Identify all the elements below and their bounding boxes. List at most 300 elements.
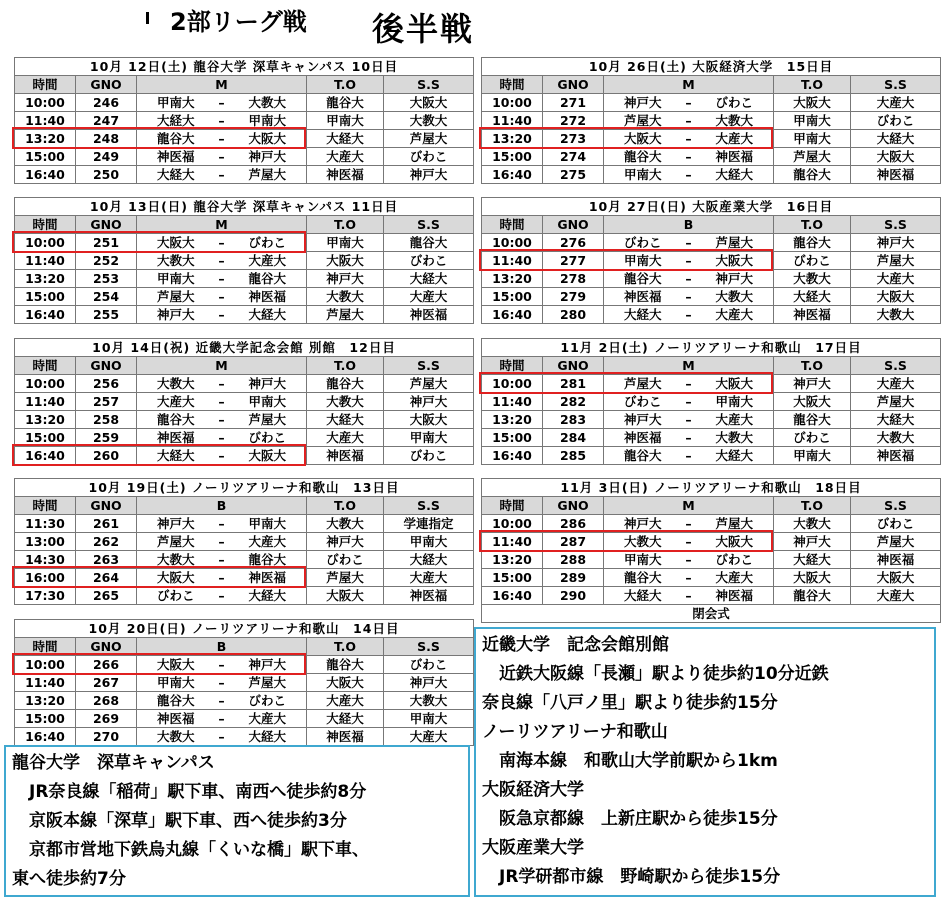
court-header: M [604, 497, 774, 515]
table-official-team: 大経大 [774, 288, 851, 306]
shot-clock-team: 大経大 [384, 551, 474, 569]
table-official-team: びわこ [307, 551, 384, 569]
table-official-team: 大教大 [774, 270, 851, 288]
game-time: 16:00 [15, 569, 76, 587]
ss-header: S.S [851, 357, 941, 375]
versus-dash: – [215, 393, 229, 411]
table-official-team: 神戸大 [307, 533, 384, 551]
away-team: 大産大 [229, 710, 307, 728]
game-time: 10:00 [482, 515, 543, 533]
game-row [15, 112, 474, 130]
game-time: 11:40 [482, 112, 543, 130]
versus-dash: – [215, 569, 229, 587]
game-row [482, 569, 941, 587]
versus-dash: – [215, 166, 229, 184]
table-official-team: 龍谷大 [307, 375, 384, 393]
game-number: 267 [76, 674, 137, 692]
table-official-team: 大阪大 [307, 252, 384, 270]
away-team: 大産大 [696, 569, 774, 587]
away-team: びわこ [696, 94, 774, 112]
shot-clock-team: 大経大 [384, 270, 474, 288]
away-team: 神戸大 [229, 656, 307, 674]
shot-clock-team: びわこ [384, 148, 474, 166]
table-official-team: 神医福 [307, 447, 384, 465]
shot-clock-team: 芦屋大 [851, 252, 941, 270]
game-time: 13:20 [482, 411, 543, 429]
away-team: 大産大 [696, 306, 774, 324]
game-row [482, 447, 941, 465]
home-team: 甲南大 [604, 166, 682, 184]
shot-clock-team: 神医福 [851, 551, 941, 569]
gno-header: GNO [543, 216, 604, 234]
table-official-team: 神戸大 [774, 533, 851, 551]
home-team: 大教大 [137, 551, 215, 569]
table-official-team: 龍谷大 [307, 94, 384, 112]
table-official-team: 芦屋大 [774, 148, 851, 166]
game-row [482, 166, 941, 184]
access-line: JR学研都市線 野崎駅から徒歩15分 [482, 867, 781, 887]
game-row [482, 94, 941, 112]
table-official-team: 大教大 [307, 288, 384, 306]
away-team: 芦屋大 [696, 234, 774, 252]
away-team: 神医福 [229, 288, 307, 306]
versus-dash: – [215, 130, 229, 148]
court-header: B [604, 216, 774, 234]
game-number: 273 [543, 130, 604, 148]
table-official-team: 大阪大 [774, 569, 851, 587]
home-team: 甲南大 [137, 674, 215, 692]
game-number: 261 [76, 515, 137, 533]
table-official-team: 大教大 [307, 393, 384, 411]
game-number: 255 [76, 306, 137, 324]
access-line: JR奈良線「稲荷」駅下車、南西へ徒歩約8分 [12, 782, 367, 802]
game-number: 248 [76, 130, 137, 148]
away-team: 大阪大 [696, 252, 774, 270]
table-official-team: 大教大 [774, 515, 851, 533]
day-heading: 11月 2日(土) ノーリツアリーナ和歌山 17日目 [482, 339, 941, 357]
table-official-team: 大阪大 [307, 587, 384, 605]
shot-clock-team: 大産大 [384, 288, 474, 306]
versus-dash: – [215, 533, 229, 551]
game-number: 275 [543, 166, 604, 184]
home-team: 大阪大 [604, 130, 682, 148]
game-number: 254 [76, 288, 137, 306]
game-number: 260 [76, 447, 137, 465]
home-team: 大産大 [137, 393, 215, 411]
to-header: T.O [307, 638, 384, 656]
game-time: 10:00 [15, 234, 76, 252]
table-official-team: 甲南大 [307, 112, 384, 130]
game-time: 10:00 [15, 375, 76, 393]
game-row [482, 112, 941, 130]
game-number: 274 [543, 148, 604, 166]
versus-dash: – [215, 656, 229, 674]
shot-clock-team: 芦屋大 [851, 533, 941, 551]
court-header: M [137, 357, 307, 375]
shot-clock-team: 大阪大 [384, 411, 474, 429]
away-team: 神戸大 [229, 375, 307, 393]
shot-clock-team: 大経大 [851, 411, 941, 429]
versus-dash: – [215, 692, 229, 710]
game-time: 16:40 [15, 447, 76, 465]
game-row [15, 166, 474, 184]
away-team: 大経大 [696, 166, 774, 184]
game-number: 281 [543, 375, 604, 393]
versus-dash: – [682, 411, 696, 429]
home-team: びわこ [604, 234, 682, 252]
shot-clock-team: 大教大 [851, 429, 941, 447]
shot-clock-team: 甲南大 [384, 429, 474, 447]
versus-dash: – [215, 710, 229, 728]
game-number: 269 [76, 710, 137, 728]
shot-clock-team: 大産大 [851, 587, 941, 605]
versus-dash: – [215, 306, 229, 324]
access-line: 近鉄大阪線「長瀬」駅より徒歩約10分近鉄 [482, 664, 829, 684]
versus-dash: – [682, 447, 696, 465]
away-team: 大経大 [229, 728, 307, 746]
game-row [15, 447, 474, 465]
shot-clock-team: 神医福 [384, 587, 474, 605]
away-team: 甲南大 [229, 393, 307, 411]
game-row [15, 375, 474, 393]
away-team: 大産大 [229, 533, 307, 551]
shot-clock-team: 大教大 [384, 692, 474, 710]
game-time: 11:40 [15, 674, 76, 692]
versus-dash: – [682, 587, 696, 605]
day-heading: 10月 19日(土) ノーリツアリーナ和歌山 13日目 [15, 479, 474, 497]
game-row [15, 533, 474, 551]
game-time: 16:40 [482, 447, 543, 465]
to-header: T.O [307, 357, 384, 375]
table-official-team: 龍谷大 [774, 587, 851, 605]
versus-dash: – [682, 306, 696, 324]
game-number: 249 [76, 148, 137, 166]
day-heading: 10月 20日(日) ノーリツアリーナ和歌山 14日目 [15, 620, 474, 638]
home-team: 大教大 [137, 375, 215, 393]
game-time: 13:20 [15, 411, 76, 429]
game-row [482, 551, 941, 569]
game-time: 15:00 [482, 288, 543, 306]
game-number: 290 [543, 587, 604, 605]
game-number: 253 [76, 270, 137, 288]
shot-clock-team: びわこ [384, 656, 474, 674]
game-number: 268 [76, 692, 137, 710]
access-line: 京阪本線「深草」駅下車、西へ徒歩約3分 [12, 811, 347, 831]
table-official-team: 龍谷大 [774, 166, 851, 184]
access-line: 京都市営地下鉄烏丸線「くいな橋」駅下車、 [12, 840, 369, 860]
game-row [15, 587, 474, 605]
game-time: 11:40 [15, 112, 76, 130]
home-team: 神医福 [604, 288, 682, 306]
shot-clock-team: 大産大 [384, 728, 474, 746]
game-number: 257 [76, 393, 137, 411]
home-team: 大阪大 [137, 569, 215, 587]
game-number: 247 [76, 112, 137, 130]
shot-clock-team: 甲南大 [384, 710, 474, 728]
home-team: 神医福 [137, 710, 215, 728]
table-official-team: 甲南大 [774, 130, 851, 148]
day-schedule-table [481, 57, 941, 184]
game-time: 11:40 [482, 533, 543, 551]
versus-dash: – [215, 375, 229, 393]
title-mark [146, 12, 149, 24]
gno-header: GNO [76, 357, 137, 375]
game-row [15, 411, 474, 429]
shot-clock-team: 芦屋大 [384, 130, 474, 148]
game-time: 13:00 [15, 533, 76, 551]
versus-dash: – [215, 447, 229, 465]
game-row [482, 270, 941, 288]
away-team: 大教大 [696, 112, 774, 130]
table-official-team: 神医福 [774, 306, 851, 324]
shot-clock-team: 神医福 [851, 447, 941, 465]
game-number: 278 [543, 270, 604, 288]
table-official-team: 甲南大 [307, 234, 384, 252]
game-row [482, 130, 941, 148]
day-schedule-table [14, 197, 474, 324]
day-schedule-table [481, 197, 941, 324]
shot-clock-team: 大阪大 [851, 148, 941, 166]
ss-header: S.S [384, 216, 474, 234]
versus-dash: – [215, 674, 229, 692]
time-header: 時間 [482, 216, 543, 234]
home-team: 大教大 [604, 533, 682, 551]
game-number: 283 [543, 411, 604, 429]
access-line: 南海本線 和歌山大学前駅から1km [482, 751, 778, 771]
game-time: 15:00 [482, 148, 543, 166]
game-number: 266 [76, 656, 137, 674]
versus-dash: – [682, 166, 696, 184]
game-row [482, 393, 941, 411]
away-team: 芦屋大 [229, 411, 307, 429]
game-number: 270 [76, 728, 137, 746]
game-row [482, 288, 941, 306]
day-schedule-table [14, 619, 474, 746]
day-schedule-table [14, 57, 474, 184]
versus-dash: – [215, 429, 229, 447]
away-team: 大経大 [696, 447, 774, 465]
day-heading: 10月 26日(土) 大阪経済大学 15日目 [482, 58, 941, 76]
game-time: 15:00 [15, 710, 76, 728]
game-time: 15:00 [482, 429, 543, 447]
court-header: B [137, 497, 307, 515]
versus-dash: – [682, 252, 696, 270]
time-header: 時間 [15, 357, 76, 375]
game-row [482, 306, 941, 324]
home-team: 大経大 [604, 587, 682, 605]
shot-clock-team: 大阪大 [384, 94, 474, 112]
versus-dash: – [682, 270, 696, 288]
game-row [15, 288, 474, 306]
game-row [15, 234, 474, 252]
league-title: 2部リーグ戦 [170, 8, 307, 36]
court-header: M [604, 76, 774, 94]
game-number: 272 [543, 112, 604, 130]
table-official-team: 龍谷大 [774, 411, 851, 429]
gno-header: GNO [76, 638, 137, 656]
game-row [482, 429, 941, 447]
home-team: びわこ [604, 393, 682, 411]
game-row [15, 393, 474, 411]
game-time: 11:30 [15, 515, 76, 533]
away-team: 芦屋大 [229, 166, 307, 184]
to-header: T.O [307, 216, 384, 234]
table-official-team: 大経大 [307, 130, 384, 148]
shot-clock-team: 龍谷大 [384, 234, 474, 252]
game-row [15, 551, 474, 569]
versus-dash: – [215, 148, 229, 166]
table-official-team: 甲南大 [774, 112, 851, 130]
game-time: 16:40 [15, 166, 76, 184]
access-line: 阪急京都線 上新庄駅から徒歩15分 [482, 809, 778, 829]
game-row [15, 270, 474, 288]
shot-clock-team: 芦屋大 [384, 375, 474, 393]
home-team: 大経大 [604, 306, 682, 324]
versus-dash: – [682, 551, 696, 569]
game-number: 262 [76, 533, 137, 551]
ss-header: S.S [851, 497, 941, 515]
game-number: 289 [543, 569, 604, 587]
day-schedule-table [14, 338, 474, 465]
day-heading: 10月 13日(日) 龍谷大学 深草キャンパス 11日目 [15, 198, 474, 216]
game-time: 13:20 [15, 130, 76, 148]
ss-header: S.S [384, 497, 474, 515]
shot-clock-team: 大教大 [851, 306, 941, 324]
shot-clock-team: びわこ [384, 252, 474, 270]
table-official-team: 大阪大 [774, 94, 851, 112]
away-team: 神医福 [696, 148, 774, 166]
game-number: 288 [543, 551, 604, 569]
versus-dash: – [215, 515, 229, 533]
game-row [482, 375, 941, 393]
game-row [482, 234, 941, 252]
access-line: ノーリツアリーナ和歌山 [482, 722, 668, 742]
shot-clock-team: 大産大 [851, 375, 941, 393]
away-team: 大経大 [229, 587, 307, 605]
shot-clock-team: 神戸大 [384, 393, 474, 411]
game-number: 259 [76, 429, 137, 447]
home-team: 芦屋大 [604, 375, 682, 393]
home-team: 龍谷大 [137, 130, 215, 148]
away-team: 芦屋大 [696, 515, 774, 533]
versus-dash: – [682, 234, 696, 252]
away-team: 甲南大 [696, 393, 774, 411]
game-time: 11:40 [482, 252, 543, 270]
game-row [15, 656, 474, 674]
gno-header: GNO [543, 76, 604, 94]
versus-dash: – [215, 411, 229, 429]
game-time: 13:20 [482, 130, 543, 148]
home-team: 神戸大 [137, 515, 215, 533]
versus-dash: – [215, 728, 229, 746]
game-row [482, 515, 941, 533]
game-number: 280 [543, 306, 604, 324]
game-row [15, 515, 474, 533]
time-header: 時間 [15, 497, 76, 515]
home-team: 大経大 [137, 447, 215, 465]
away-team: 大教大 [696, 429, 774, 447]
game-number: 256 [76, 375, 137, 393]
table-official-team: 大産大 [307, 692, 384, 710]
game-number: 264 [76, 569, 137, 587]
shot-clock-team: 大阪大 [851, 288, 941, 306]
home-team: 大教大 [137, 728, 215, 746]
table-official-team: 大阪大 [307, 674, 384, 692]
day-schedule-table [481, 478, 941, 623]
time-header: 時間 [15, 638, 76, 656]
game-time: 11:40 [482, 393, 543, 411]
game-time: 15:00 [15, 148, 76, 166]
away-team: 大教大 [696, 288, 774, 306]
game-time: 10:00 [482, 234, 543, 252]
game-row [15, 94, 474, 112]
access-line: 近畿大学 記念会館別館 [482, 635, 669, 655]
day-heading: 11月 3日(日) ノーリツアリーナ和歌山 18日目 [482, 479, 941, 497]
game-number: 285 [543, 447, 604, 465]
table-official-team: 神戸大 [307, 270, 384, 288]
table-official-team: 神戸大 [774, 375, 851, 393]
table-official-team: 芦屋大 [307, 306, 384, 324]
versus-dash: – [215, 270, 229, 288]
home-team: 龍谷大 [137, 692, 215, 710]
gno-header: GNO [76, 76, 137, 94]
game-time: 16:40 [482, 306, 543, 324]
game-row [15, 148, 474, 166]
game-row [15, 429, 474, 447]
court-header: M [137, 216, 307, 234]
game-time: 10:00 [482, 94, 543, 112]
versus-dash: – [215, 234, 229, 252]
home-team: びわこ [137, 587, 215, 605]
game-number: 287 [543, 533, 604, 551]
home-team: 神医福 [137, 148, 215, 166]
table-official-team: 神医福 [307, 166, 384, 184]
access-line: 東へ徒歩約7分 [12, 869, 126, 889]
time-header: 時間 [15, 76, 76, 94]
closing-ceremony: 閉会式 [482, 605, 941, 623]
access-line: 大阪産業大学 [482, 838, 584, 858]
ss-header: S.S [384, 357, 474, 375]
game-time: 10:00 [15, 94, 76, 112]
game-number: 271 [543, 94, 604, 112]
game-number: 251 [76, 234, 137, 252]
away-team: びわこ [229, 429, 307, 447]
to-header: T.O [774, 76, 851, 94]
game-row [482, 148, 941, 166]
game-number: 279 [543, 288, 604, 306]
time-header: 時間 [482, 357, 543, 375]
versus-dash: – [682, 569, 696, 587]
game-time: 13:20 [15, 270, 76, 288]
home-team: 甲南大 [137, 94, 215, 112]
away-team: びわこ [229, 234, 307, 252]
shot-clock-team: 大産大 [384, 569, 474, 587]
game-number: 265 [76, 587, 137, 605]
home-team: 大阪大 [137, 656, 215, 674]
access-line: 大阪経済大学 [482, 780, 584, 800]
versus-dash: – [682, 533, 696, 551]
game-row [482, 587, 941, 605]
court-header: M [604, 357, 774, 375]
shot-clock-team: びわこ [851, 515, 941, 533]
home-team: 甲南大 [137, 270, 215, 288]
away-team: びわこ [229, 692, 307, 710]
time-header: 時間 [482, 497, 543, 515]
to-header: T.O [307, 76, 384, 94]
shot-clock-team: 神戸大 [384, 674, 474, 692]
away-team: 神医福 [696, 587, 774, 605]
home-team: 神戸大 [604, 411, 682, 429]
